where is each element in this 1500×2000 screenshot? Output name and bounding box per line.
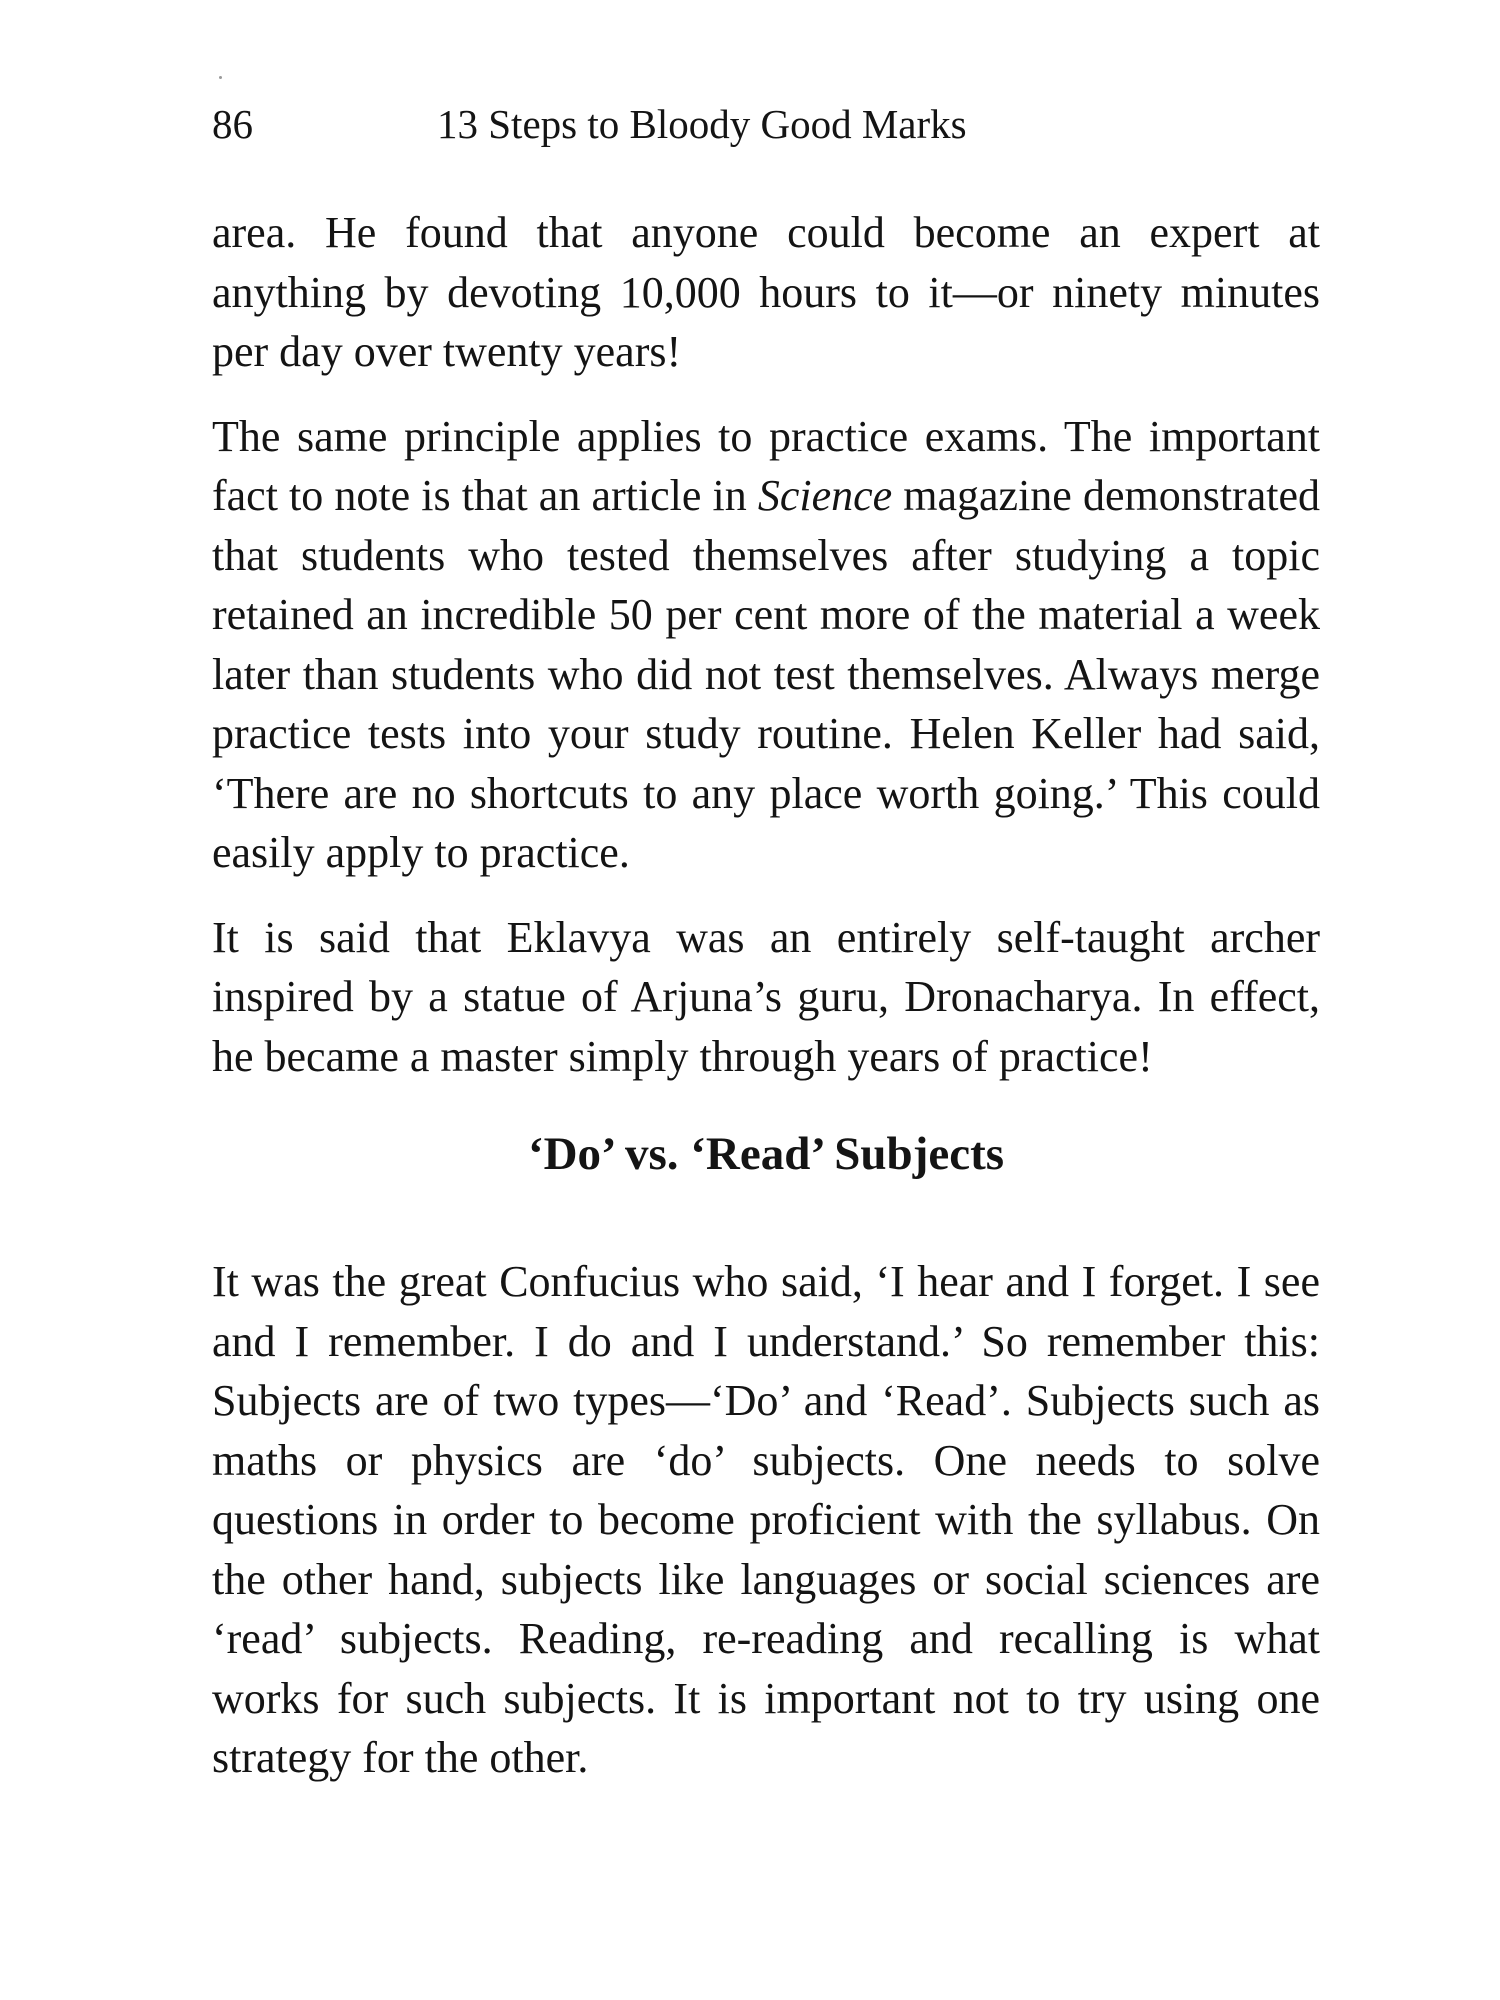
paragraph-10000-hours: area. He found that anyone could become an expert at anything by devoting 10,000 hours to it—or ninety minutes per day over twenty years! (212, 208, 1320, 376)
section-heading: ‘Do’ vs. ‘Read’ Subjects (527, 1128, 1005, 1180)
paragraph-text: The same principle applies to practice exams. The important fact to note is that an article in (212, 411, 1320, 520)
paragraph-do-vs-read: It was the great Confucius who said, ‘I hear and I forget. I see and I remember. I do and I understand.’ So remember this: Subjects are of two types—‘Do’ and ‘Read’. Subjects such as maths or physics are ‘do’ subjects. One needs to solve questions in order to become proficient with the syllabus. On the other hand, subjects like languages or social sciences are ‘read’ subjects. Reading, re-reading and recalling is what works for such subjects. It is important not to try using one strategy for the other. (212, 1257, 1320, 1782)
journal-name: Science (757, 471, 893, 520)
paragraph-text: magazine demonstrated that students who tested themselves after studying a topic retained an incredible 50 per cent more of the material a week later than students who did not test themselves. Always merge practice tests into your study routine. Helen Keller had said, ‘There are no shortcuts to any place worth going.’ This could easily apply to practice. (212, 471, 1320, 877)
paragraph-practice-exams (212, 407, 1320, 883)
scan-speck (219, 76, 222, 79)
body-text (212, 203, 1320, 1813)
running-head (212, 96, 1322, 152)
page-number: 86 (212, 101, 253, 147)
book-title: 13 Steps to Bloody Good Marks (437, 101, 967, 147)
paragraph-eklavya: It is said that Eklavya was an entirely self-taught archer inspired by a statue of Arjuna’s guru, Dronacharya. In effect, he became a master simply through years of practice! (212, 912, 1320, 1081)
